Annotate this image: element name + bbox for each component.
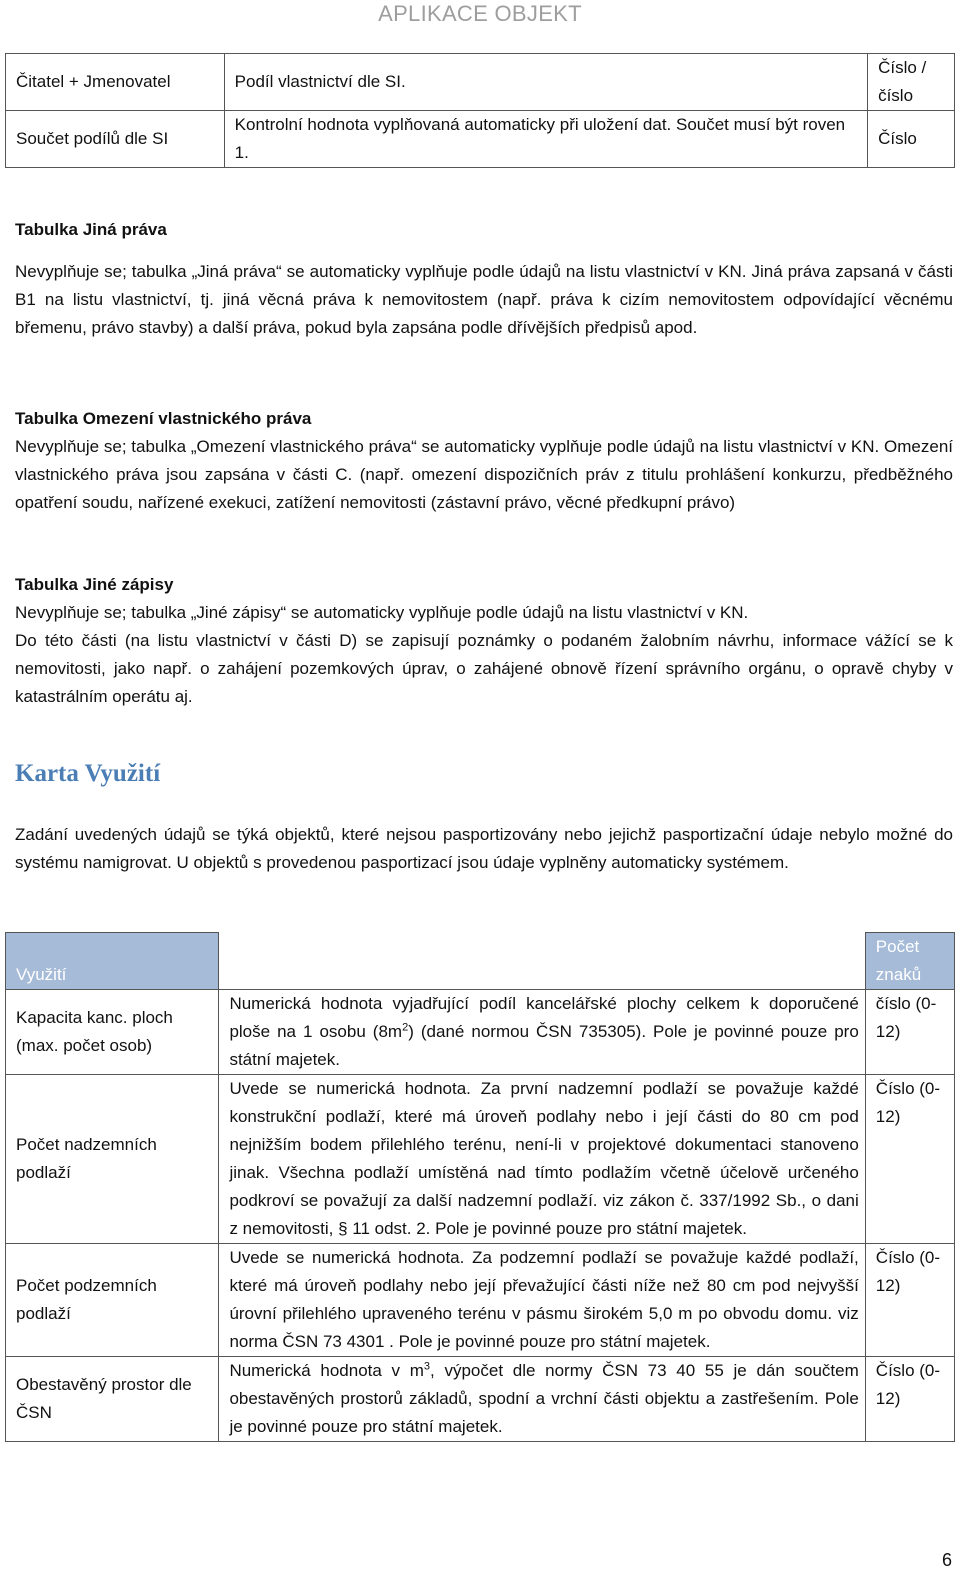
table-row — [6, 990, 955, 1075]
field-description: Uvede se numerická hodnota. Za podzemní podlaží se považuje každé podlaží, které má úroveň podlahy nebo její převažující části níže než 80 cm pod nejvyšší úrovní přilehlého upraveného terénu v pásmu širokém 5,0 m po obvodu domu. viz norma ČSN 73 4301 . Pole je povinné pouze pro státní majetek. — [219, 1244, 865, 1357]
section-text: Nevyplňuje se; tabulka „Jiná práva“ se automaticky vyplňuje podle údajů na listu vlastnictví v KN. Jiná práva zapsaná v části B1 na listu vlastnictví, tj. jiná věcná práva k nemovitostem (např. práva k cizím nemovitostem odpovídající věcnému břemenu, právo stavby) a další práva, pokud byla zapsána podle dřívějších předpisů apod. — [15, 262, 953, 337]
vyuziti-table — [5, 932, 955, 1442]
field-name: Počet nadzemních podlaží — [6, 1075, 219, 1244]
field-name: Čitatel + Jmenovatel — [6, 54, 225, 111]
section-text: Nevyplňuje se; tabulka „Jiné zápisy“ se automaticky vyplňuje podle údajů na listu vlastnictví v KN. — [15, 603, 749, 622]
section-omezeni — [15, 405, 953, 517]
field-name: Počet podzemních podlaží — [6, 1244, 219, 1357]
column-header-type: Počet znaků — [865, 933, 954, 990]
field-description: Kontrolní hodnota vyplňovaná automaticky při uložení dat. Součet musí být roven 1. — [224, 111, 867, 168]
column-header-empty — [219, 933, 865, 990]
table-row — [6, 1244, 955, 1357]
section-title: Tabulka Jiná práva — [15, 220, 167, 239]
field-type: Číslo — [868, 111, 955, 168]
table-row — [6, 111, 955, 168]
field-type: Číslo / číslo — [868, 54, 955, 111]
description-text: Numerická hodnota vyjadřující podíl kancelářské plochy celkem k doporučené ploše na 1 osobu (8m — [229, 994, 859, 1041]
section-title: Tabulka Jiné zápisy — [15, 575, 174, 594]
table-row — [6, 1357, 955, 1442]
field-description: Uvede se numerická hodnota. Za první nadzemní podlaží se považuje každé konstrukční podlaží, které má úroveň podlahy nebo i její části do 80 cm pod nejnižším bodem přilehlého terénu, není-li v projektové dokumentaci stanoveno jinak. Všechna podlaží umístěná nad tímto podlažím včetně účelově určeného podkroví se považují za další nadzemní podlaží. viz zákon č. 337/1992 Sb., o dani z nemovitosti, § 11 odst. 2. Pole je povinné pouze pro státní majetek. — [219, 1075, 865, 1244]
field-type: číslo (0-12) — [865, 990, 954, 1075]
field-description — [219, 1357, 865, 1442]
karta-intro: Zadání uvedených údajů se týká objektů, které nejsou pasportizovány nebo jejichž pasportizační údaje nebylo možné do systému namigrovat. U objektů s provedenou pasportizací jsou údaje vyplněny automaticky systémem. — [15, 825, 953, 872]
ownership-table — [5, 53, 955, 168]
section-title: Tabulka Omezení vlastnického práva — [15, 409, 312, 428]
table-header-row — [6, 933, 955, 990]
field-description — [219, 990, 865, 1075]
section-text: Nevyplňuje se; tabulka „Omezení vlastnického práva“ se automaticky vyplňuje podle údajů na listu vlastnictví v KN. Omezení vlastnického práva jsou zapsána v části C. (např. omezení dispozičních práv z titulu prohlášení konkurzu, předběžného opatření soudu, nařízené exekuci, zatížení nemovitosti (zástavní právo, věcné předkupní právo) — [15, 437, 953, 512]
field-type: Číslo (0-12) — [865, 1244, 954, 1357]
section-jine-zapisy — [15, 571, 953, 711]
description-text: ) (dané normou ČSN 735305). Pole je povinné pouze pro státní majetek. — [229, 1022, 859, 1069]
field-type: Číslo (0-12) — [865, 1075, 954, 1244]
superscript: 3 — [423, 1360, 431, 1373]
field-description: Podíl vlastnictví dle SI. — [224, 54, 867, 111]
column-header-name: Využití — [6, 933, 219, 990]
table-row — [6, 1075, 955, 1244]
running-header: APLIKACE OBJEKT — [378, 1, 582, 26]
description-text: Numerická hodnota v m — [229, 1361, 424, 1380]
karta-title: Karta Využití — [15, 760, 161, 787]
section-jina-prava — [15, 216, 953, 342]
field-name: Obestavěný prostor dle ČSN — [6, 1357, 219, 1442]
field-type: Číslo (0-12) — [865, 1357, 954, 1442]
page-number: 6 — [941, 1550, 952, 1570]
description-text: , výpočet dle normy ČSN 73 40 55 je dán součtem obestavěných prostorů základů, spodní a vrchní části objektu a zastřešením. Pole je povinné pouze pro státní majetek. — [229, 1361, 859, 1436]
superscript: 2 — [402, 1021, 409, 1034]
table-row — [6, 54, 955, 111]
field-name: Součet podílů dle SI — [6, 111, 225, 168]
section-text: Do této části (na listu vlastnictví v části D) se zapisují poznámky o podaném žalobním návrhu, informace vážící se k nemovitosti, jako např. o zahájení pozemkových úprav, o zahájené obnově řízení správního orgánu, o opravě chyby v katastrálním operátu aj. — [15, 631, 953, 706]
field-name: Kapacita kanc. ploch (max. počet osob) — [6, 990, 219, 1075]
